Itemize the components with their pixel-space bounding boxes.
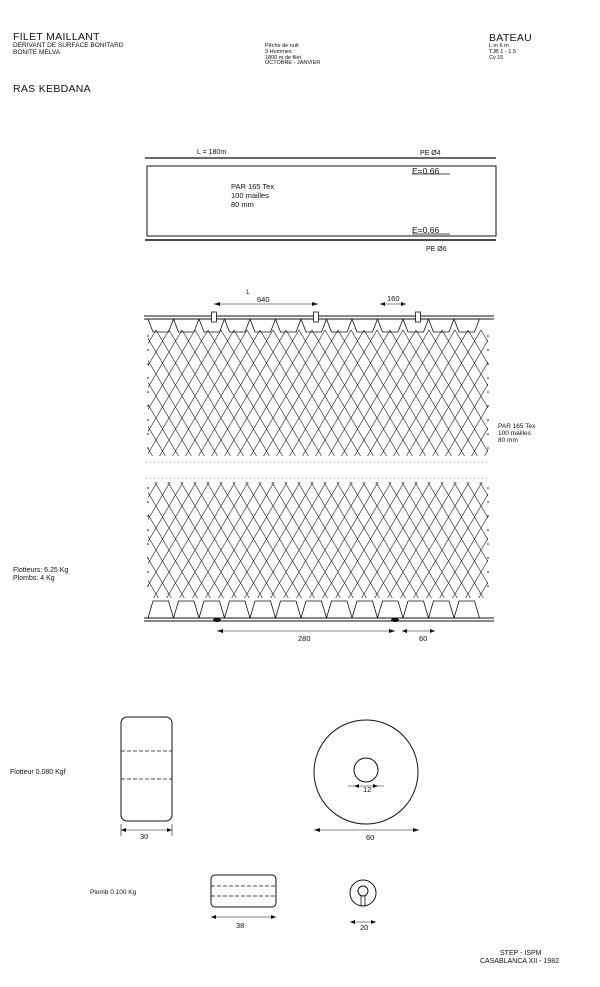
title-line-3: BONITE MELVA (13, 48, 61, 56)
title-line-1: FILET MAILLANT (13, 31, 100, 43)
bottom-mesh-bag (199, 601, 225, 618)
sinker-ring-hole (358, 886, 368, 896)
mesh-edge-dot (487, 391, 489, 393)
sinker-gap-label: 60 (419, 634, 428, 643)
mesh-edge-dot (147, 419, 149, 421)
upper-mesh-block (148, 330, 488, 456)
mesh-edge-dot (147, 391, 149, 393)
mesh-edge-dot (487, 335, 489, 337)
net-length-label: L = 180m (197, 149, 227, 156)
sinker-ring-view (350, 880, 376, 932)
bottom-mesh-bag (454, 601, 480, 618)
sinker-weight-total: Plombs: 4 Kg (13, 575, 55, 582)
float-disc (314, 720, 418, 824)
bottom-mesh-bag (148, 601, 174, 618)
float-disc-view (314, 720, 419, 842)
title-line-2: DERIVANT DE SURFACE BONITARD (13, 42, 124, 50)
boat-tonnage: TJB 1 - 1.5 (489, 48, 516, 55)
float-weight-total: Flotteurs: 6.25 Kg (13, 567, 69, 574)
footer-line-2: CASABLANCA XII - 1982 (480, 958, 559, 965)
float-weight-label: Flotteur 0.080 Kgf (10, 769, 66, 776)
top-rope-label: PE Ø4 (420, 150, 441, 157)
lower-mesh-block (148, 482, 488, 598)
mesh-edge-dot (487, 349, 489, 351)
fishing-info-line-3: 1800 m de filet (265, 54, 302, 61)
boat-length: L m 6 m (489, 43, 509, 50)
bottom-mesh-bag (301, 601, 327, 618)
mesh-edge-dot (487, 363, 489, 365)
float-marker (212, 312, 217, 322)
sinker-length-label: 38 (236, 921, 245, 930)
sinker-side-view (90, 875, 276, 930)
mesh-edge-dot (147, 335, 149, 337)
boat-power: Cv 15 (489, 54, 504, 61)
bottom-mesh-bag (378, 601, 404, 618)
sinker-marker (213, 618, 221, 622)
mesh-edge-dot (147, 433, 149, 435)
hanging-ratio-top: E=0.66 (412, 166, 440, 176)
net-panel (147, 166, 496, 236)
mesh-edge-dot (147, 501, 149, 503)
mesh-edge-dot (147, 571, 149, 573)
mesh-edge-dot (487, 377, 489, 379)
float-marker (416, 312, 421, 322)
bottom-mesh-bag (403, 601, 429, 618)
sinker-ring-label: 20 (360, 923, 369, 932)
sinker-body (211, 875, 276, 907)
mesh-edge-dot (487, 585, 489, 587)
bottom-mesh-bag (429, 601, 455, 618)
mesh-edge-dot (147, 377, 149, 379)
mesh-edge-dot (147, 585, 149, 587)
mesh-edge-dot (147, 515, 149, 517)
fishing-info-line-4: OCTOBRE - JANVIER (265, 60, 321, 67)
float-width-label: 30 (140, 832, 149, 841)
sinker-marker (391, 618, 399, 622)
bottom-mesh-bag (352, 601, 378, 618)
mesh-edge-dot (487, 419, 489, 421)
mesh-edge-dot (487, 405, 489, 407)
mesh-edge-dot (487, 557, 489, 559)
float-marker (314, 312, 319, 322)
fishing-info-line-2: 3 Hommes (265, 48, 292, 55)
mesh-edge-dot (147, 447, 149, 449)
float-body (121, 717, 172, 821)
mesh-edge-dot (147, 363, 149, 365)
mesh-edge-dot (487, 487, 489, 489)
bottom-mesh-bag (174, 601, 200, 618)
mesh-spec-line-2: 100 mailles (231, 191, 269, 200)
hanging-ratio-bottom: E=0.66 (412, 225, 440, 235)
float-diameter-label: 60 (366, 833, 375, 842)
float-hole-label: 12 (363, 785, 372, 794)
sinker-spacing-label: 280 (298, 634, 311, 643)
float-hole (354, 758, 378, 782)
mesh-edge-dot (147, 543, 149, 545)
location-label: RAS KEBDANA (13, 83, 91, 95)
bottom-mesh-bag (250, 601, 276, 618)
mesh-edge-dot (147, 349, 149, 351)
mesh-edge-dot (487, 515, 489, 517)
footer-line-1: STEP - ISPM (500, 950, 542, 957)
bottom-mesh-bag (327, 601, 353, 618)
mesh-edge-dot (487, 529, 489, 531)
top-tick-label: 1 (246, 290, 250, 296)
mesh-spec-line-1: PAR 165 Tex (231, 182, 275, 191)
mesh-edge-dot (487, 571, 489, 573)
side-mesh-spec-1: PAR 165 Tex (498, 423, 536, 430)
float-row (212, 312, 421, 322)
sinker-weight-label: Plomb 0.100 Kg (90, 889, 137, 896)
mesh-edge-dot (147, 557, 149, 559)
top-rigging-detail (144, 290, 494, 332)
bottom-rope-label: PE Ø6 (426, 246, 447, 253)
bottom-mesh-bag (276, 601, 302, 618)
side-mesh-spec-3: 80 mm (498, 437, 518, 444)
bottom-mesh-bags (148, 601, 480, 618)
float-gap-label: 160 (387, 294, 400, 303)
mesh-edge-dot (147, 487, 149, 489)
side-mesh-spec-2: 100 mailles (498, 430, 531, 437)
mesh-edge-dot (147, 405, 149, 407)
mesh-spec-line-3: 80 mm (231, 200, 254, 209)
bottom-rigging-detail (144, 601, 494, 643)
mesh-edge-dot (147, 529, 149, 531)
mesh-edge-dot (487, 447, 489, 449)
boat-title: BATEAU (489, 32, 533, 44)
sinker-ring-outer (350, 880, 376, 906)
float-spacing-label: 640 (257, 295, 270, 304)
float-side-view (10, 717, 172, 841)
fishing-info-line-1: Pêche de nuit (265, 43, 299, 49)
net-overview (145, 149, 496, 253)
mesh-edge-dot (487, 501, 489, 503)
mesh-edge-dot (487, 433, 489, 435)
bottom-mesh-bag (225, 601, 251, 618)
mesh-edge-dot (487, 543, 489, 545)
